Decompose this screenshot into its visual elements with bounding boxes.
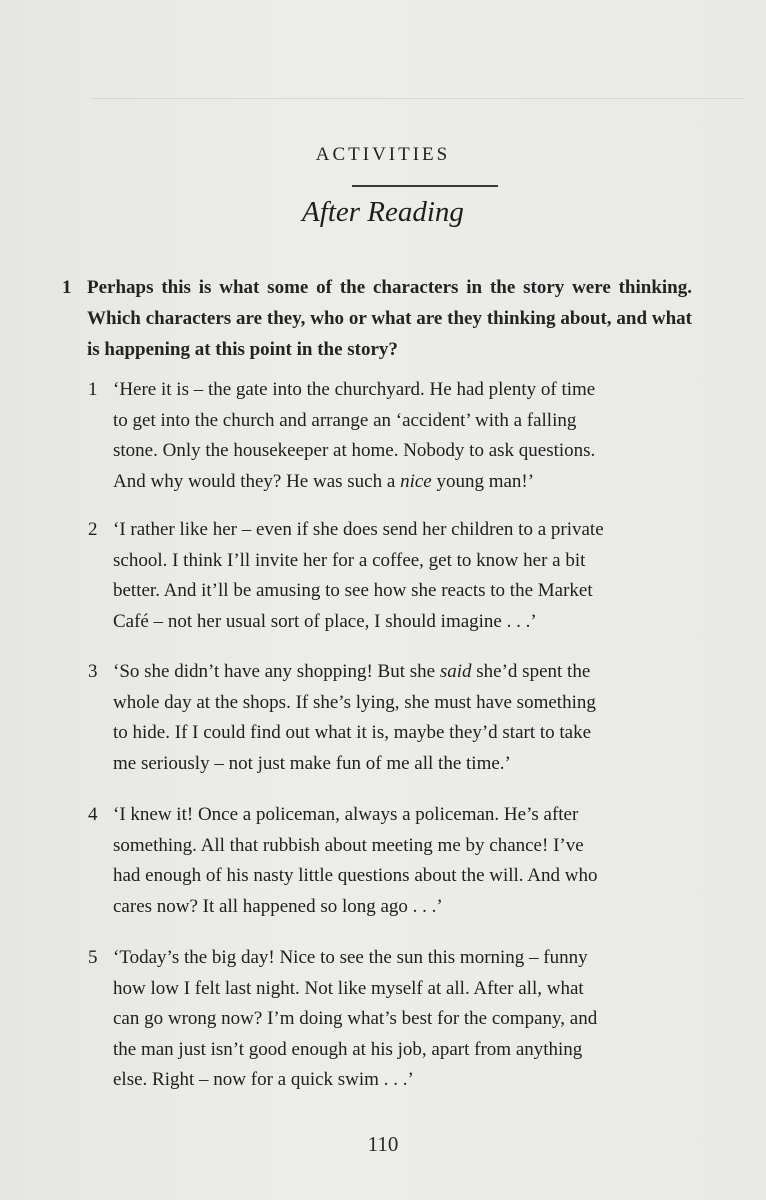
quote-text: ‘I knew it! Once a policeman, always a policeman. He’s after <box>113 804 579 825</box>
quote-line <box>113 749 688 780</box>
quote-line <box>113 861 688 892</box>
quote-line <box>113 1065 688 1096</box>
page-number: 110 <box>367 1132 399 1156</box>
quote-line <box>113 1035 688 1066</box>
quote-number: 3 <box>88 661 98 682</box>
quote-line <box>113 467 688 498</box>
activity-instruction-text: Perhaps this is what some of the characters in the story were thinking. Which characters are they, who or what are they thinking about, and what is happening at this point in the story? <box>87 277 692 360</box>
quote-text: Café – not her usual sort of place, I should imagine . . .’ <box>113 610 537 632</box>
quote-text: else. Right – now for a quick swim . . .’ <box>113 1069 414 1090</box>
activity-number: 1 <box>62 277 72 298</box>
quote-line <box>113 688 688 719</box>
quote-line <box>113 546 688 577</box>
quote-item-2 <box>88 515 688 637</box>
quote-text: school. I think I’ll invite her for a coffee, get to know her a bit <box>113 549 586 571</box>
quote-text: me seriously – not just make fun of me all the time.’ <box>113 752 511 774</box>
quote-line <box>113 1004 688 1035</box>
activity-instruction <box>62 272 692 365</box>
quote-number: 5 <box>88 947 98 968</box>
quote-text: had enough of his nasty little questions about the will. And who <box>113 865 598 886</box>
quote-text: stone. Only the housekeeper at home. Nobody to ask questions. <box>113 440 596 461</box>
quote-text: cares now? It all happened so long ago . . .’ <box>113 895 443 917</box>
quote-text: to get into the church and arrange an ‘accident’ with a falling <box>113 409 577 431</box>
section-heading: ACTIVITIES <box>315 144 451 165</box>
quote-line <box>113 607 688 638</box>
quote-text: And why would they? He was such a <box>113 470 401 492</box>
quote-line <box>113 375 688 406</box>
quote-text: ‘I rather like her – even if she does send her children to a private <box>113 519 604 540</box>
quote-text: ‘So she didn’t have any shopping! But she <box>113 661 440 682</box>
quote-text: something. All that rubbish about meeting me by chance! I’ve <box>113 834 584 856</box>
quote-text: young man!’ <box>431 470 535 492</box>
quote-text: whole day at the shops. If she’s lying, she must have something <box>113 691 596 713</box>
quote-text: better. And it’ll be amusing to see how she reacts to the Market <box>113 580 593 601</box>
quote-line <box>113 831 688 862</box>
quote-line <box>113 892 688 923</box>
heading-rule <box>352 185 498 187</box>
quote-number: 1 <box>88 379 98 400</box>
quote-number: 2 <box>88 519 98 540</box>
quote-text: she’d spent the <box>471 661 591 682</box>
quote-line <box>113 718 688 749</box>
page-title: After Reading <box>302 196 464 228</box>
quote-text: ‘Today’s the big day! Nice to see the sun this morning – funny <box>113 947 588 968</box>
quote-line <box>113 974 688 1005</box>
quote-item-4 <box>88 800 688 922</box>
quote-text: how low I felt last night. Not like myself at all. After all, what <box>113 977 584 999</box>
quote-text: ‘Here it is – the gate into the churchyard. He had plenty of time <box>113 379 596 400</box>
quote-line <box>113 800 688 831</box>
quote-text: to hide. If I could find out what it is, maybe they’d start to take <box>113 722 592 743</box>
quote-item-5 <box>88 943 688 1096</box>
quote-emphasis: nice <box>400 470 432 492</box>
quote-text: can go wrong now? I’m doing what’s best for the company, and <box>113 1008 598 1029</box>
quote-item-3 <box>88 657 688 779</box>
quote-line <box>113 576 688 607</box>
quote-line <box>113 436 688 467</box>
quote-item-1 <box>88 375 688 497</box>
quote-line <box>113 943 688 974</box>
quote-line <box>113 657 688 688</box>
quote-line <box>113 406 688 437</box>
quote-number: 4 <box>88 804 98 825</box>
quote-text: the man just isn’t good enough at his job, apart from anything <box>113 1038 583 1060</box>
show-through-rule <box>90 98 745 99</box>
quote-line <box>113 515 688 546</box>
quote-emphasis: said <box>439 661 472 682</box>
